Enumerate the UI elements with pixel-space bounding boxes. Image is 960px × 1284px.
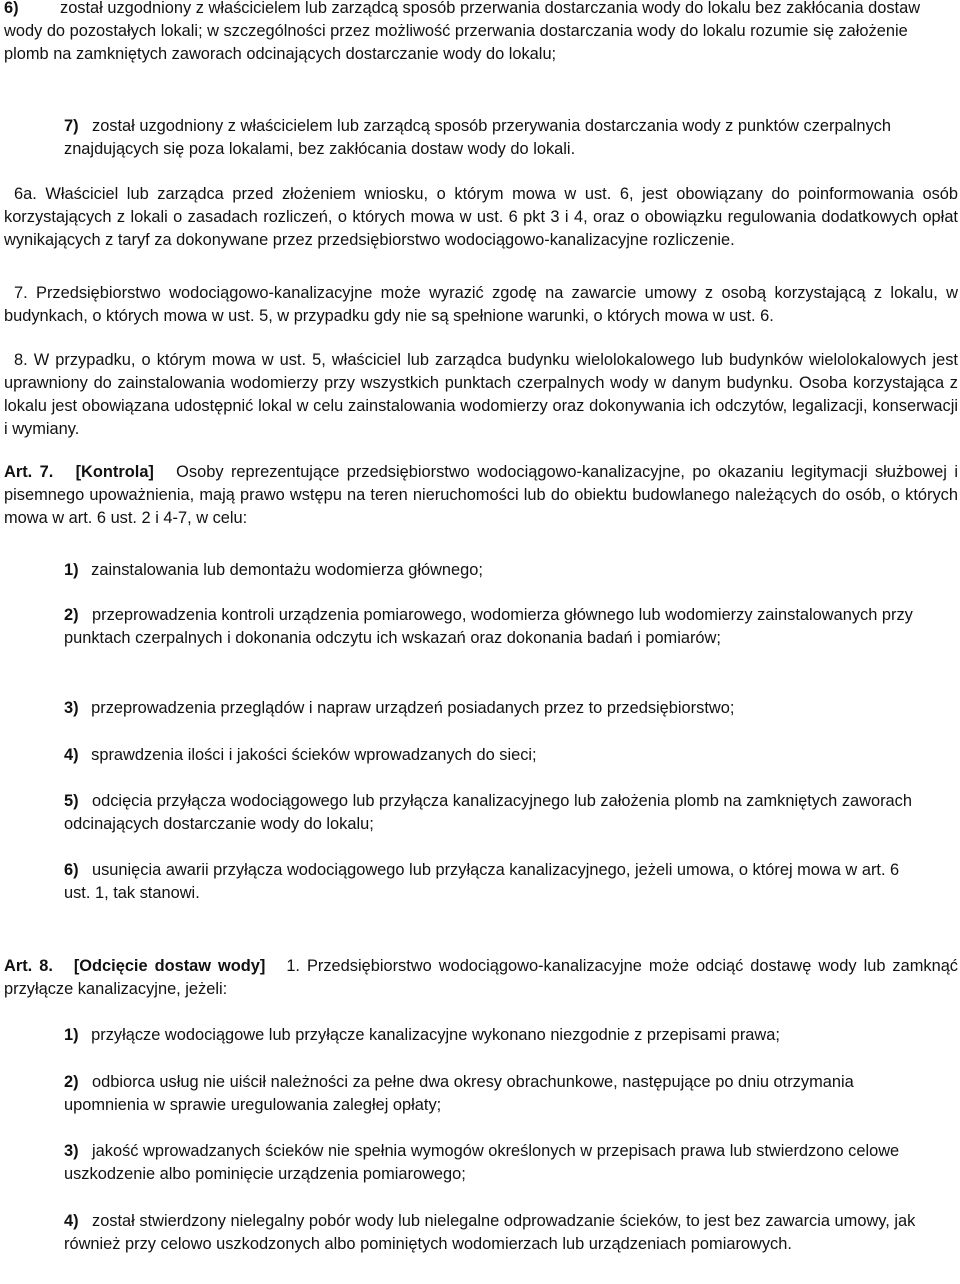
- list-item: [64, 1210, 944, 1256]
- item-text: jakość wprowadzanych ścieków nie spełnia wymogów określonych w przepisach prawa lub stwierdzono celowe uszkodzenie albo pominięcie urządzenia pomiarowego;: [64, 1142, 900, 1183]
- item-number: 7): [64, 117, 79, 135]
- item-text: zainstalowania lub demontażu wodomierza głównego;: [91, 561, 483, 579]
- list-item: [64, 604, 944, 650]
- list-item: [4, 0, 958, 66]
- item-text: sprawdzenia ilości i jakości ścieków wprowadzanych do sieci;: [91, 746, 537, 764]
- article-7-label: Art. 7.: [4, 463, 54, 481]
- paragraph-7: 7. Przedsiębiorstwo wodociągowo-kanalizacyjne może wyrazić zgodę na zawarcie umowy z osobą korzystającą z lokalu, w budynkach, o których mowa w ust. 5, w przypadku gdy nie są spełnione warunki, o których mowa w ust. 6.: [4, 284, 958, 325]
- item-number: 6): [4, 0, 19, 17]
- item-number: 3): [64, 1142, 79, 1160]
- article-8: [4, 955, 958, 1001]
- item-number: 1): [64, 1026, 79, 1044]
- item-number: 3): [64, 699, 79, 717]
- item-number: 2): [64, 1073, 79, 1091]
- article-7: [4, 461, 958, 530]
- list-item: [64, 115, 944, 161]
- list-item: [64, 790, 944, 836]
- item-text: został uzgodniony z właścicielem lub zarządcą sposób przerwania dostarczania wody do lokalu bez zakłócania dostaw wody do pozostałych lokali; w szczególności przez możliwość przerwania dostarczania wody do lokalu rozumie się założenie plomb na zamkniętych zaworach odcinających dostarczanie wody do lokalu;: [4, 0, 921, 63]
- item-text: odcięcia przyłącza wodociągowego lub przyłącza kanalizacyjnego lub założenia plomb na zamkniętych zaworach odcinających dostarczanie wody do lokalu;: [64, 792, 912, 833]
- item-number: 2): [64, 606, 79, 624]
- item-text: został uzgodniony z właścicielem lub zarządcą sposób przerywania dostarczania wody z punktów czerpalnych znajdujących się poza lokalami, bez zakłócania dostaw wody do lokali.: [64, 117, 891, 158]
- list-item: [64, 1071, 944, 1117]
- paragraph-6a: 6a. Właściciel lub zarządca przed złożeniem wniosku, o którym mowa w ust. 6, jest obowiązany do poinformowania osób korzystających z lokali o zasadach rozliczeń, o których mowa w ust. 6 pkt 3 i 4, oraz o obowiązku regulowania dodatkowych opłat wynikających z taryf za dokonywane przez przedsiębiorstwo wodociągowo-kanalizacyjne rozliczenie.: [4, 185, 958, 249]
- item-text: został stwierdzony nielegalny pobór wody lub nielegalne odprowadzanie ścieków, to jest bez zawarcia umowy, jak również przy celowo uszkodzonych albo pominiętych wodomierzach lub urządzeniach pomiarowych.: [64, 1212, 916, 1253]
- item-text: usunięcia awarii przyłącza wodociągowego lub przyłącza kanalizacyjnego, jeżeli umowa, o której mowa w art. 6 ust. 1, tak stanowi.: [64, 861, 900, 902]
- item-text: przeprowadzenia przeglądów i napraw urządzeń posiadanych przez to przedsiębiorstwo;: [91, 699, 735, 717]
- item-text: odbiorca usług nie uiścił należności za pełne dwa okresy obrachunkowe, następujące po dniu otrzymania upomnienia w sprawie uregulowania zaległej opłaty;: [64, 1073, 854, 1114]
- article-8-heading: [Odcięcie dostaw wody]: [73, 957, 266, 975]
- article-7-text: Osoby reprezentujące przedsiębiorstwo wodociągowo-kanalizacyjne, po okazaniu legitymacji służbowej i pisemnego upoważnienia, mają prawo wstępu na teren nieruchomości lub do obiektu budowlanego należących do osób, o których mowa w art. 6 ust. 2 i 4-7, w celu:: [4, 463, 958, 527]
- item-number: 6): [64, 861, 79, 879]
- item-number: 5): [64, 792, 79, 810]
- item-text: przeprowadzenia kontroli urządzenia pomiarowego, wodomierza głównego lub wodomierzy zainstalowanych przy punktach czerpalnych i dokonania odczytu ich wskazań oraz dokonania badań i pomiarów;: [64, 606, 913, 647]
- list-item: [64, 559, 944, 582]
- list-item: [64, 697, 944, 720]
- item-number: 4): [64, 746, 79, 764]
- article-7-heading: [Kontrola]: [75, 463, 154, 481]
- list-item: [64, 1140, 944, 1186]
- list-item: [64, 859, 944, 905]
- article-8-text: 1. Przedsiębiorstwo wodociągowo-kanalizacyjne może odciąć dostawę wody lub zamknąć przyłącze kanalizacyjne, jeżeli:: [4, 957, 958, 998]
- item-number: 4): [64, 1212, 79, 1230]
- list-item: [64, 744, 944, 767]
- paragraph-8: 8. W przypadku, o którym mowa w ust. 5, właściciel lub zarządca budynku wielolokalowego lub budynków wielolokalowych jest uprawniony do zainstalowania wodomierzy przy wszystkich punktach czerpalnych wody w danym budynku. Osoba korzystająca z lokalu jest obowiązana udostępnić lokal w celu zainstalowania wodomierzy oraz dokonywania ich odczytów, legalizacji, konserwacji i wymiany.: [4, 351, 958, 438]
- list-item: [64, 1024, 954, 1047]
- item-text: przyłącze wodociągowe lub przyłącze kanalizacyjne wykonano niezgodnie z przepisami prawa;: [91, 1026, 780, 1044]
- item-number: 1): [64, 561, 79, 579]
- article-8-label: Art. 8.: [4, 957, 53, 975]
